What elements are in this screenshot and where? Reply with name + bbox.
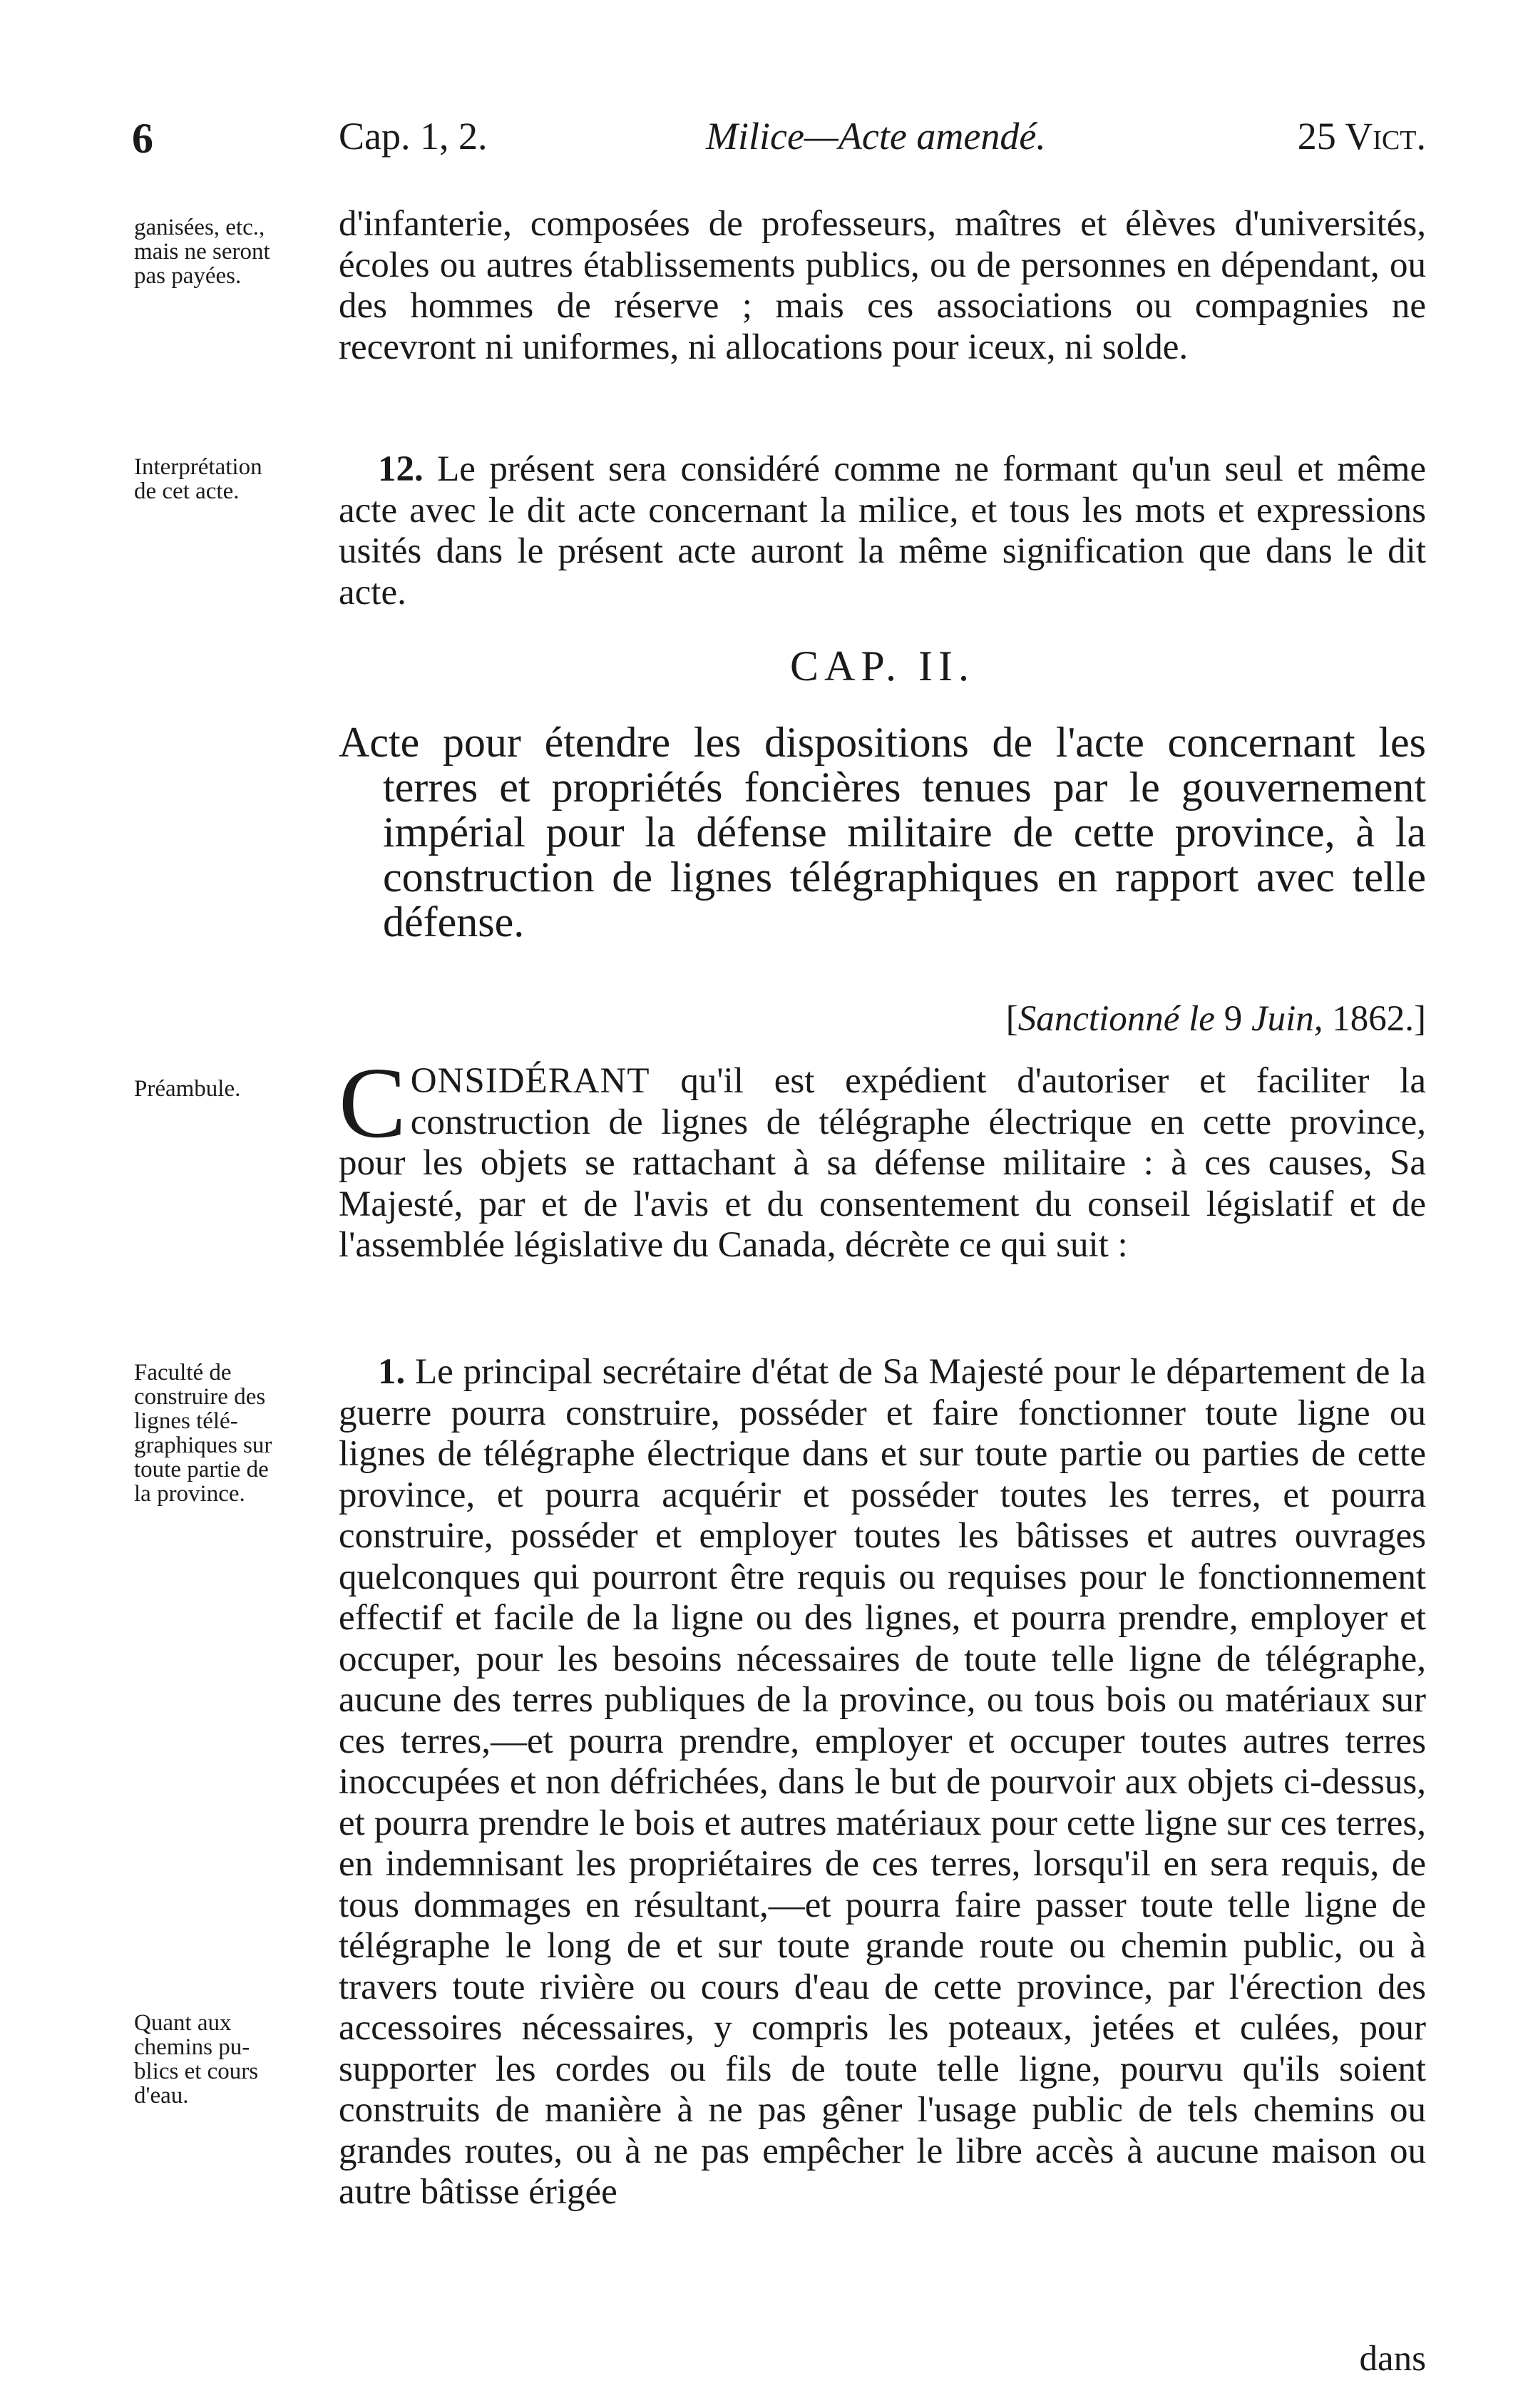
drop-cap: C bbox=[339, 1046, 406, 1159]
section-text: Le principal secrétaire d'état de Sa Majesté pour le département de la guerre pourra construire, posséder et faire fonctionner toute ligne ou lignes de télégraphe électrique dans et sur toute partie ou parties de cette province, et pourra acquérir et posséder toutes les terres, et pourra construire, posséder et employer toutes les bâtisses et autres ouvrages quelconques qui pourront être requis ou requises pour le fonctionnement effectif et facile de la ligne ou des lignes, et pourra prendre, employer et occuper, pour les besoins nécessaires de toute telle ligne de télégraphe, aucune des terres publiques de la province, ou tous bois ou matériaux sur ces terres,—et pourra prendre, employer et occuper toutes autres terres inoccupées et non défrichées, dans le but de pourvoir aux objets ci-dessus, et pourra prendre le bois et autres matériaux pour cette ligne sur ces terres, en indemnisant les propriétaires de ces terres, lorsqu'il en sera requis, de tous dommages en résultant,—et pourra faire passer toute telle ligne de télégraphe le long de et sur toute grande route ou chemin public, ou à travers toute rivière ou cours d'eau de cette province, par l'érection des accessoires nécessaires, y compris les poteaux, jetées et culées, pour supporter les cordes ou fils de toute telle ligne, pourvu qu'ils soient construits de manière à ne pas gêner l'usage public de tels chemins ou grandes routes, ou à ne pas empêcher le libre accès à aucune maison ou autre bâtisse érigée bbox=[339, 1352, 1427, 2212]
side-note-associations: ganisées, etc., mais ne seront pas payées. bbox=[134, 215, 270, 289]
preamble-paragraph bbox=[339, 1046, 1426, 1266]
act-title: Acte pour étendre les dispositions de l'acte concernant les terres et propriétés foncières tenues par le gouvernement impérial pour la défense militaire de cette province, à la construction de lignes télégraphiques en rapport avec telle défense. bbox=[339, 719, 1426, 946]
section-12 bbox=[339, 449, 1426, 613]
sanction-date: [Sanctionné le 9 Juin, 1862.] bbox=[1005, 999, 1426, 1039]
side-note-public-roads: Quant aux chemins pu- blics et cours d'eau. bbox=[134, 2010, 259, 2109]
preamble-text: qu'il est expédient d'autoriser et faciliter la construction de lignes de télégraphe électrique en cette province, pour les objets se rattachant à sa défense militaire : à ces causes, Sa Majesté, par et de l'avis et du consentement du conseil législatif et de l'assemblée législative du Canada, décrète ce qui suit : bbox=[339, 1061, 1426, 1265]
chapter-reference: Cap. 1, 2. bbox=[339, 115, 488, 158]
section-text: Le présent sera considéré comme ne formant qu'un seul et même acte avec le dit acte concernant la milice, et tous les mots et expressions usités dans le présent acte auront la même signification que dans le dit acte. bbox=[339, 449, 1426, 613]
catchword: dans bbox=[1359, 2339, 1426, 2379]
section-number: 1. bbox=[378, 1352, 406, 1392]
chapter-heading: CAP. II. bbox=[789, 642, 975, 690]
section-number: 12. bbox=[378, 449, 424, 489]
running-title: Milice—Acte amendé. bbox=[706, 115, 1046, 158]
continuation-paragraph: d'infanterie, composées de professeurs, maîtres et élèves d'universités, écoles ou autres établissements publics, ou de personnes en dépendant, ou des hommes de réserve ; mais ces associations ou compagnies ne recevront ni uniformes, ni allocations pour iceux, ni solde. bbox=[339, 204, 1426, 367]
side-note-preamble: Préambule. bbox=[134, 1076, 241, 1102]
running-header bbox=[132, 114, 1426, 171]
side-note-interpretation: Interprétation de cet acte. bbox=[134, 454, 262, 504]
preamble-lead: ONSIDÉRANT bbox=[410, 1061, 650, 1101]
section-1 bbox=[339, 1352, 1426, 2213]
side-note-telegraph-power: Faculté de construire des lignes télé- graphiques sur toute partie de la province. bbox=[134, 1360, 272, 1507]
page-number: 6 bbox=[132, 115, 153, 162]
reign-year: 25 Vict. bbox=[1297, 115, 1426, 158]
